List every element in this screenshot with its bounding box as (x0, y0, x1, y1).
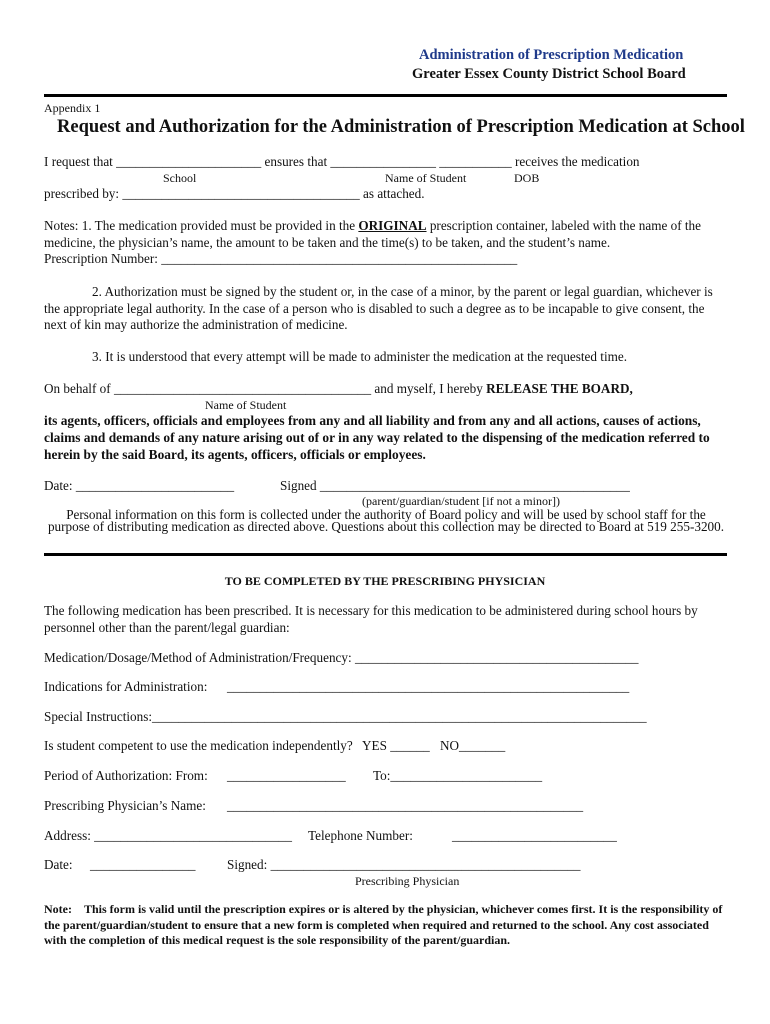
on-behalf-a: On behalf of _______________________________________ and myself, I hereby (44, 381, 487, 396)
page-title: Request and Authorization for the Administration of Prescription Medication at School (57, 117, 745, 137)
header-divider (44, 94, 727, 97)
yes-field: YES ______ (362, 738, 430, 753)
note-3: 3. It is understood that every attempt will be made to administer the medication at the requested time. (92, 349, 628, 364)
footer-note-label: Note: (44, 902, 72, 916)
no-field: NO_______ (440, 738, 506, 753)
board-header-line2: Greater Essex County District School Board (412, 66, 686, 82)
prescription-number-line: Prescription Number: ______________________________________________________ (44, 251, 518, 266)
competent-question: Is student competent to use the medication independently? (44, 738, 353, 753)
signed-caption: (parent/guardian/student [if not a minor]) (362, 494, 560, 508)
special-instructions-line: Special Instructions:___________________________________________________________________________ (44, 709, 647, 724)
note-1 (44, 218, 728, 251)
address-line: Address: ______________________________ (44, 828, 292, 843)
indications-label: Indications for Administration: (44, 679, 208, 694)
appendix-label: Appendix 1 (44, 101, 101, 115)
release-text: its agents, officers, officials and employees from any and all liability and from any and all actions, causes of actions, claims and demands of any nature arising out of or in any way related to the dispensing of the medication referred to herein by the said Board, its agents, officers, officials or employees. (44, 413, 710, 462)
physician-intro: The following medication has been prescribed. It is necessary for this medication to be administered during school hours by personnel other than the parent/legal guardian: (44, 603, 698, 635)
privacy-notice: Personal information on this form is collected under the authority of Board policy and will be used by school staff for the purpose of distributing medication as directed above. Questions about this collection may be directed to Board at 519 255-3200. (47, 507, 725, 534)
physician-name-line: ______________________________________________________ (227, 798, 584, 813)
note-2: 2. Authorization must be signed by the student or, in the case of a minor, by the parent or legal guardian, whichever is the appropriate legal authority. In the case of a person who is disabled to such a degree as to be incapable to give consent, the next of kin may authorize the administration of medicine. (44, 284, 713, 332)
physician-signed-caption: Prescribing Physician (355, 874, 460, 888)
indications-line: _____________________________________________________________ (227, 679, 630, 694)
physician-date-label: Date: (44, 857, 73, 872)
note-1-a: Notes: 1. The medication provided must be provided in the (44, 218, 359, 233)
period-label: Period of Authorization: From: (44, 768, 208, 783)
physician-heading: TO BE COMPLETED BY THE PRESCRIBING PHYSICIAN (224, 574, 546, 588)
on-behalf-line (44, 381, 633, 397)
note-1-b: prescription container, labeled with the name of the medicine, the physician’s name, the amount to be taken and the time(s) to be taken, and the student’s name. (44, 218, 702, 250)
student-caption: Name of Student (385, 171, 467, 185)
release-the-board: RELEASE THE BOARD, (486, 381, 633, 396)
period-to-line: To:_______________________ (373, 768, 543, 783)
prescribed-by-line: prescribed by: ____________________________________ as attached. (44, 186, 425, 201)
dob-caption: DOB (514, 171, 540, 185)
footer-note (44, 902, 728, 949)
telephone-label: Telephone Number: (308, 828, 413, 843)
physician-name-label: Prescribing Physician’s Name: (44, 798, 206, 813)
physician-signed-line: Signed: _______________________________________________ (227, 857, 581, 872)
signed-line: Signed _______________________________________________ (280, 478, 630, 493)
medication-line: Medication/Dosage/Method of Administration/Frequency: ___________________________________________ (44, 650, 639, 665)
period-from-line: __________________ (227, 768, 346, 783)
school-caption: School (163, 171, 197, 185)
original-emphasis: ORIGINAL (358, 218, 427, 233)
release-student-caption: Name of Student (205, 398, 287, 412)
telephone-line: _________________________ (452, 828, 617, 843)
physician-date-line: ________________ (90, 857, 196, 872)
footer-note-text: This form is valid until the prescription expires or is altered by the physician, whichever comes first. It is the responsibility of the parent/guardian/student to ensure that a new form is completed when required and returned to the school. Any cost associated with the completion of this medical request is the sole responsibility of the parent/guardian. (44, 902, 723, 947)
section-divider (44, 553, 727, 556)
date-line: Date: ________________________ (44, 478, 235, 493)
board-header-line1: Administration of Prescription Medication (419, 47, 684, 63)
request-line: I request that ______________________ ensures that ________________ ___________ receives the medication (44, 154, 640, 169)
